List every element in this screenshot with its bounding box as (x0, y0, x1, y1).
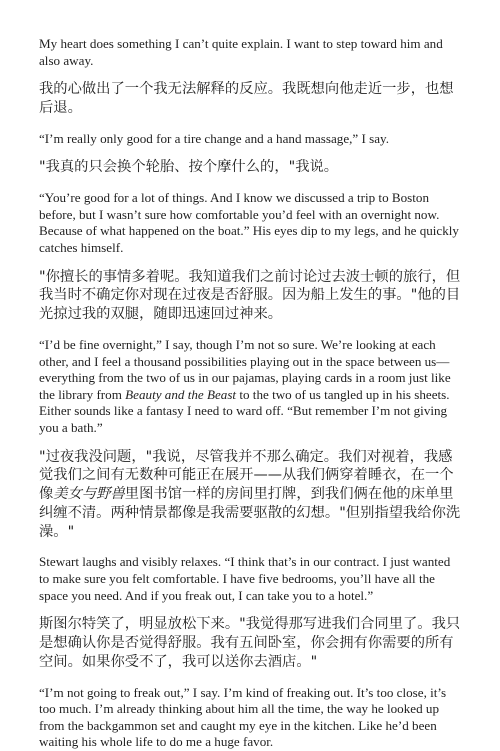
paragraph-en-5: Stewart laughs and visibly relaxes. “I think that’s in our contract. I just wanted to make sure you felt comfortable. I have five bedrooms, you’ll have all the space you need. And if you freak out, I can take you to a hotel.” (39, 554, 451, 603)
paragraph-en-4 (39, 337, 463, 437)
paragraph-zh-1: 我的心做出了一个我无法解释的反应。我既想向他走近一步，也想后退。 (39, 81, 454, 116)
book-title-italic-zh: 美女与野兽 (53, 486, 125, 503)
paragraph-zh-4-part-1: "过夜我没问题，"我说，尽管我并不那么确定。我们对视着，我感觉我们之间有无数种可能正在展开——从我们俩穿着睡衣，在一个像 (39, 448, 454, 503)
paragraph-zh-4 (39, 448, 463, 542)
paragraph-en-2: “I’m really only good for a tire change and a hand massage,” I say. (39, 130, 389, 146)
book-title-italic: Beauty and the Beast (125, 386, 237, 402)
paragraph-en-3: “You’re good for a lot of things. And I know we discussed a trip to Boston before, but I wasn’t sure how comfortable you’d feel with an overnight now. Because of what happened on the boat.” His eyes dip to my legs, and he quickly catches himself. (39, 190, 459, 255)
paragraph-en-4-part-2: to the two of us tangled up in his sheets. Either sounds like a fantasy I need to ward off. “But remember I’m not giving you a bath.” (39, 386, 450, 435)
paragraph-zh-5: 斯图尔特笑了，明显放松下来。"我觉得那写进我们合同里了。我只是想确认你是否觉得舒服。我有五间卧室，你会拥有你需要的所有空间。如果你受不了，我可以送你去酒店。" (39, 616, 461, 670)
paragraph-en-1: My heart does something I can’t quite explain. I want to step toward him and also away. (39, 36, 443, 68)
document-page (39, 36, 463, 751)
paragraph-zh-3: "你擅长的事情多着呢。我知道我们之前讨论过去波士顿的旅行，但我当时不确定你对现在过夜是否舒服。因为船上发生的事。"他的目光掠过我的双腿，随即迅速回过神来。 (39, 268, 461, 323)
paragraph-en-4-part-1: “I’d be fine overnight,” I say, though I’m not so sure. We’re looking at each other, and I feel a thousand possibilities playing out in the space between us—everything from the two of us in our pajamas, playing cards in a room just like the library from (39, 336, 451, 402)
paragraph-en-6: “I’m not going to freak out,” I say. I’m kind of freaking out. It’s too close, it’s too much. I’m already thinking about him all the time, the way he looked up from the backgammon set and caught my eye in the kitchen. Like he’d been waiting his whole life to do me a huge favor. (39, 684, 447, 750)
paragraph-zh-4-part-2: 里图书馆一样的房间里打牌，到我们俩在他的床单里纠缠不清。两种情景都像是我需要驱散的幻想。"但别指望我给你洗澡。" (39, 486, 461, 540)
paragraph-zh-2: "我真的只会换个轮胎、按个摩什么的，"我说。 (39, 159, 339, 176)
